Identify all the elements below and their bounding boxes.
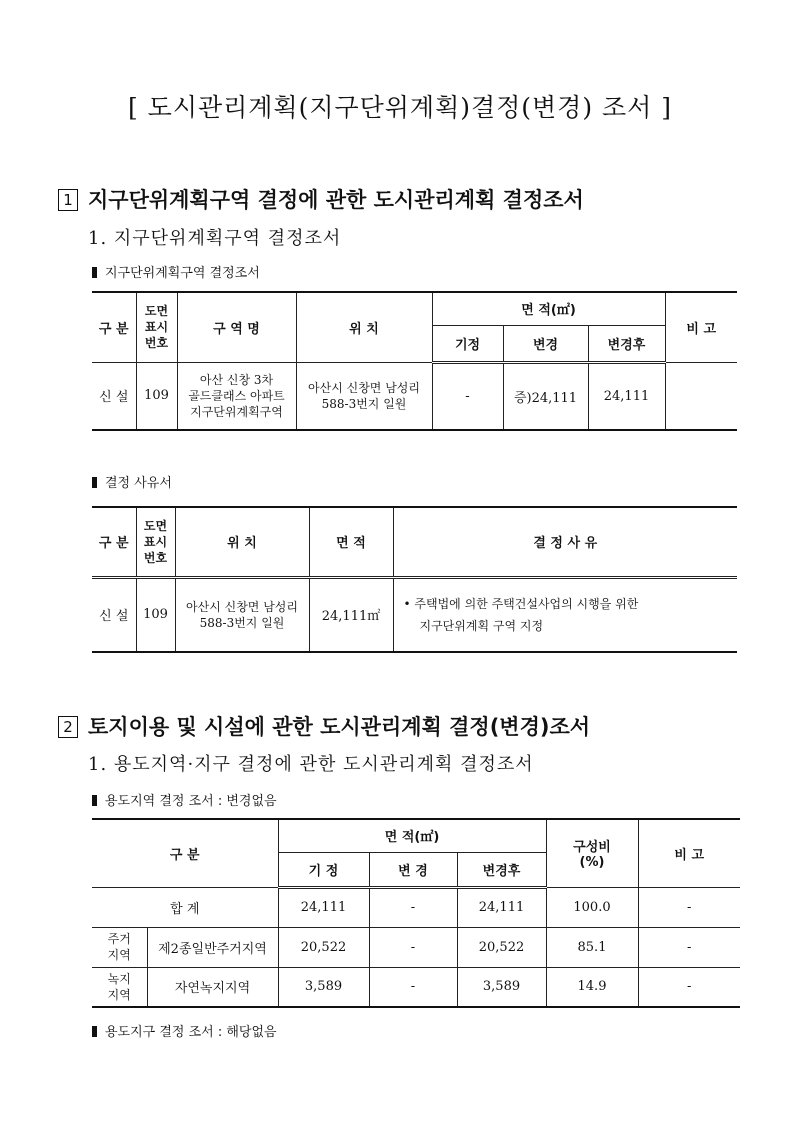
cell-location: 아산시 신창면 남성리 588-3번지 일원 [296, 362, 432, 430]
col-change: 변 경 [369, 852, 457, 887]
cell-category: 녹지 지역 [92, 967, 147, 1007]
cell-area-name: 아산 신창 3차 골드클래스 아파트 지구단위계획구역 [177, 362, 296, 430]
col-location: 위 치 [175, 507, 309, 577]
table-1-label-text: 지구단위계획구역 결정조서 [105, 266, 260, 281]
decision-reason-table [92, 506, 737, 653]
table-1-label [92, 262, 260, 281]
col-area: 면 적(㎡) [432, 292, 665, 325]
col-note: 비 고 [638, 819, 740, 887]
col-gubun: 구 분 [92, 507, 136, 577]
cell-note: - [638, 967, 740, 1007]
section-2-heading [58, 711, 590, 741]
section-1-heading [58, 184, 584, 214]
table-row [92, 887, 740, 927]
cell-note [665, 362, 737, 430]
section-1-number: 1 [58, 189, 78, 211]
table-3-label-text: 용도지역 결정 조서 : 변경없음 [105, 794, 277, 809]
cell-name: 합 계 [92, 887, 278, 927]
bullet-mark-icon [92, 795, 97, 806]
cell-existing: 24,111 [278, 887, 369, 927]
table-4-label [92, 1021, 277, 1040]
cell-existing: 3,589 [278, 967, 369, 1007]
table-row [92, 967, 740, 1007]
col-existing: 기 정 [278, 852, 369, 887]
table-row [92, 577, 737, 652]
cell-reason: • 주택법에 의한 주택건설사업의 시행을 위한 지구단위계획 구역 지정 [393, 577, 737, 652]
cell-gubun: 신 설 [92, 362, 136, 430]
cell-change: - [369, 887, 457, 927]
cell-after: 20,522 [457, 927, 546, 967]
section-2-subheading: 1. 용도지역·지구 결정에 관한 도시관리계획 결정조서 [88, 754, 534, 775]
table-row [92, 927, 740, 967]
table-2-label [92, 472, 172, 491]
cell-number: 109 [136, 577, 175, 652]
bullet-mark-icon [92, 267, 97, 278]
col-area-name: 구 역 명 [177, 292, 296, 362]
cell-gubun: 신 설 [92, 577, 136, 652]
cell-category: 주거 지역 [92, 927, 147, 967]
col-note: 비 고 [665, 292, 737, 362]
table-3-label [92, 790, 277, 809]
section-1-subheading: 1. 지구단위계획구역 결정조서 [88, 228, 342, 249]
cell-after: 24,111 [588, 362, 665, 430]
section-1-title: 지구단위계획구역 결정에 관한 도시관리계획 결정조서 [88, 188, 584, 212]
col-area: 면 적(㎡) [278, 819, 546, 852]
district-decision-table [92, 291, 737, 431]
col-gubun: 구 분 [92, 292, 136, 362]
cell-after: 3,589 [457, 967, 546, 1007]
col-gubun: 구 분 [92, 819, 278, 887]
document-title: [ 도시관리계획(지구단위계획)결정(변경) 조서 ] [127, 93, 673, 122]
cell-location: 아산시 신창면 남성리 588-3번지 일원 [175, 577, 309, 652]
col-existing: 기정 [432, 325, 503, 362]
cell-existing: - [432, 362, 503, 430]
col-change: 변경 [503, 325, 588, 362]
cell-note: - [638, 887, 740, 927]
cell-ratio: 85.1 [546, 927, 638, 967]
zoning-decision-table [92, 818, 740, 1008]
bullet-mark-icon [92, 477, 97, 488]
cell-change: 증)24,111 [503, 362, 588, 430]
table-row [92, 362, 737, 430]
col-drawing-no: 도면 표시 번호 [136, 507, 175, 577]
table-4-label-text: 용도지구 결정 조서 : 해당없음 [105, 1025, 277, 1040]
col-area: 면 적 [309, 507, 393, 577]
cell-area: 24,111㎡ [309, 577, 393, 652]
col-reason: 결 정 사 유 [393, 507, 737, 577]
cell-change: - [369, 967, 457, 1007]
cell-note: - [638, 927, 740, 967]
col-drawing-no: 도면 표시 번호 [136, 292, 177, 362]
col-after: 변경후 [588, 325, 665, 362]
bullet-mark-icon [92, 1026, 97, 1037]
col-after: 변경후 [457, 852, 546, 887]
cell-name: 제2종일반주거지역 [147, 927, 278, 967]
cell-ratio: 100.0 [546, 887, 638, 927]
cell-existing: 20,522 [278, 927, 369, 967]
col-location: 위 치 [296, 292, 432, 362]
section-2-number: 2 [58, 716, 78, 738]
cell-ratio: 14.9 [546, 967, 638, 1007]
section-2-title: 토지이용 및 시설에 관한 도시관리계획 결정(변경)조서 [88, 715, 591, 739]
table-2-label-text: 결정 사유서 [105, 476, 172, 491]
col-ratio: 구성비 (%) [546, 819, 638, 887]
cell-change: - [369, 927, 457, 967]
cell-after: 24,111 [457, 887, 546, 927]
cell-number: 109 [136, 362, 177, 430]
cell-name: 자연녹지지역 [147, 967, 278, 1007]
